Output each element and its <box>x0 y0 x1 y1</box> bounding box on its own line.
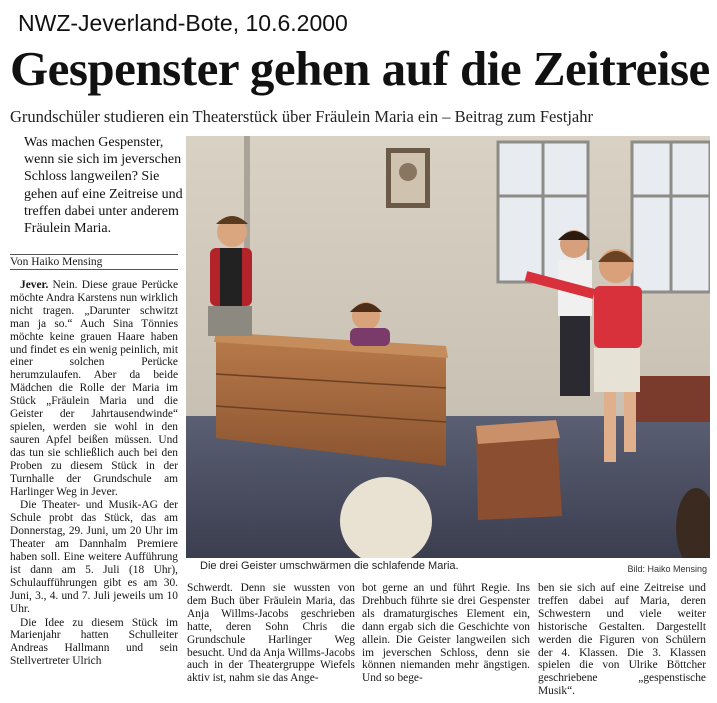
paragraph-1: Jever. Nein. Diese graue Perücke möchte Andra Karstens nun wirklich nicht tragen. „Darunter schwitzt man ja so.“ Auch Sina Tönnies möchte keine grauen Haare haben und findet es ein wenig peinlich, mit einer solchen Perücke herumzulaufen. Aber da beide Mädchen die Rolle der Maria im Stück „Fräulein Maria und die Geister der Jahrtausendwinde“ spielen, werden sie wohl in den sauren Apfel beißen müssen. Und das tun sie schließlich auch bei den Proben zu diesem Stück in der Turnhalle der Grundschule am Harlinger Weg in Jever. <box>10 279 178 498</box>
byline: Von Haiko Mensing <box>10 254 178 270</box>
photo-credit: Bild: Haiko Mensing <box>627 564 707 574</box>
subheadline: Grundschüler studieren ein Theaterstück über Fräulein Maria ein – Beitrag zum Festjahr <box>10 107 593 126</box>
article-column-1 <box>10 279 178 668</box>
article-column-4: ben sie sich auf eine Zeitreise und treffen dabei auf Maria, deren Schwestern und viele weiter historische Gestalten. Dargestellt werden die Figuren von Schülern der 4. Klassen. Die 3. Klassen spielen die von Ulrike Böttcher geschriebene „gespenstische Musik“. <box>538 582 706 698</box>
rehearsal-photo-drawing <box>186 136 710 558</box>
publication-source-line: NWZ-Jeverland-Bote, 10.6.2000 <box>18 10 348 36</box>
paragraph-2: Die Theater- und Musik-AG der Schule probt das Stück, das am Donnerstag, 29. Juni, um 20 Uhr im Theater am Dannhalm Premiere haben soll. Eine weitere Aufführung ist dann am 5. Juli (18 Uhr), Schulaufführungen gibt es am 30. Juni, 3., 4. und 7. Juli jeweils um 10 Uhr. <box>10 499 178 615</box>
dateline: Jever. <box>20 279 49 291</box>
photo-caption: Die drei Geister umschwärmen die schlafende Maria. <box>200 560 459 572</box>
headline: Gespenster gehen auf die Zeitreise <box>10 41 710 96</box>
rehearsal-photo <box>186 136 710 558</box>
paragraph-3: Die Idee zu diesem Stück im Marienjahr hatten Schulleiter Andreas Hallmann und sein Stellvertreter Ulrich <box>10 616 178 668</box>
article-column-3: bot gerne an und führt Regie. Ins Drehbuch führte sie drei Gespenster als dramaturgisches Element ein, dann ergab sich die Geschichte von allein. Die Geister langweilen sich im jeverschen Schloss, denn sie können niemanden mehr ängstigen. Und so bege- <box>362 582 530 685</box>
lead-paragraph: Was machen Gespenster, wenn sie sich im jeverschen Schloss langweilen? Sie gehen auf eine Zeitreise und treffen dabei unter anderem Fräulein Maria. <box>24 135 183 237</box>
article-column-2: Schwerdt. Denn sie wussten von dem Buch über Fräulein Maria, das Anja Willms-Jacobs geschrieben hatte, deren Sohn Chris die Grundschule Harlinger Weg besucht. Und da Anja Willms-Jacobs auch in der Theatergruppe Wiefels aktiv ist, nahm sie das Ange- <box>187 582 355 685</box>
